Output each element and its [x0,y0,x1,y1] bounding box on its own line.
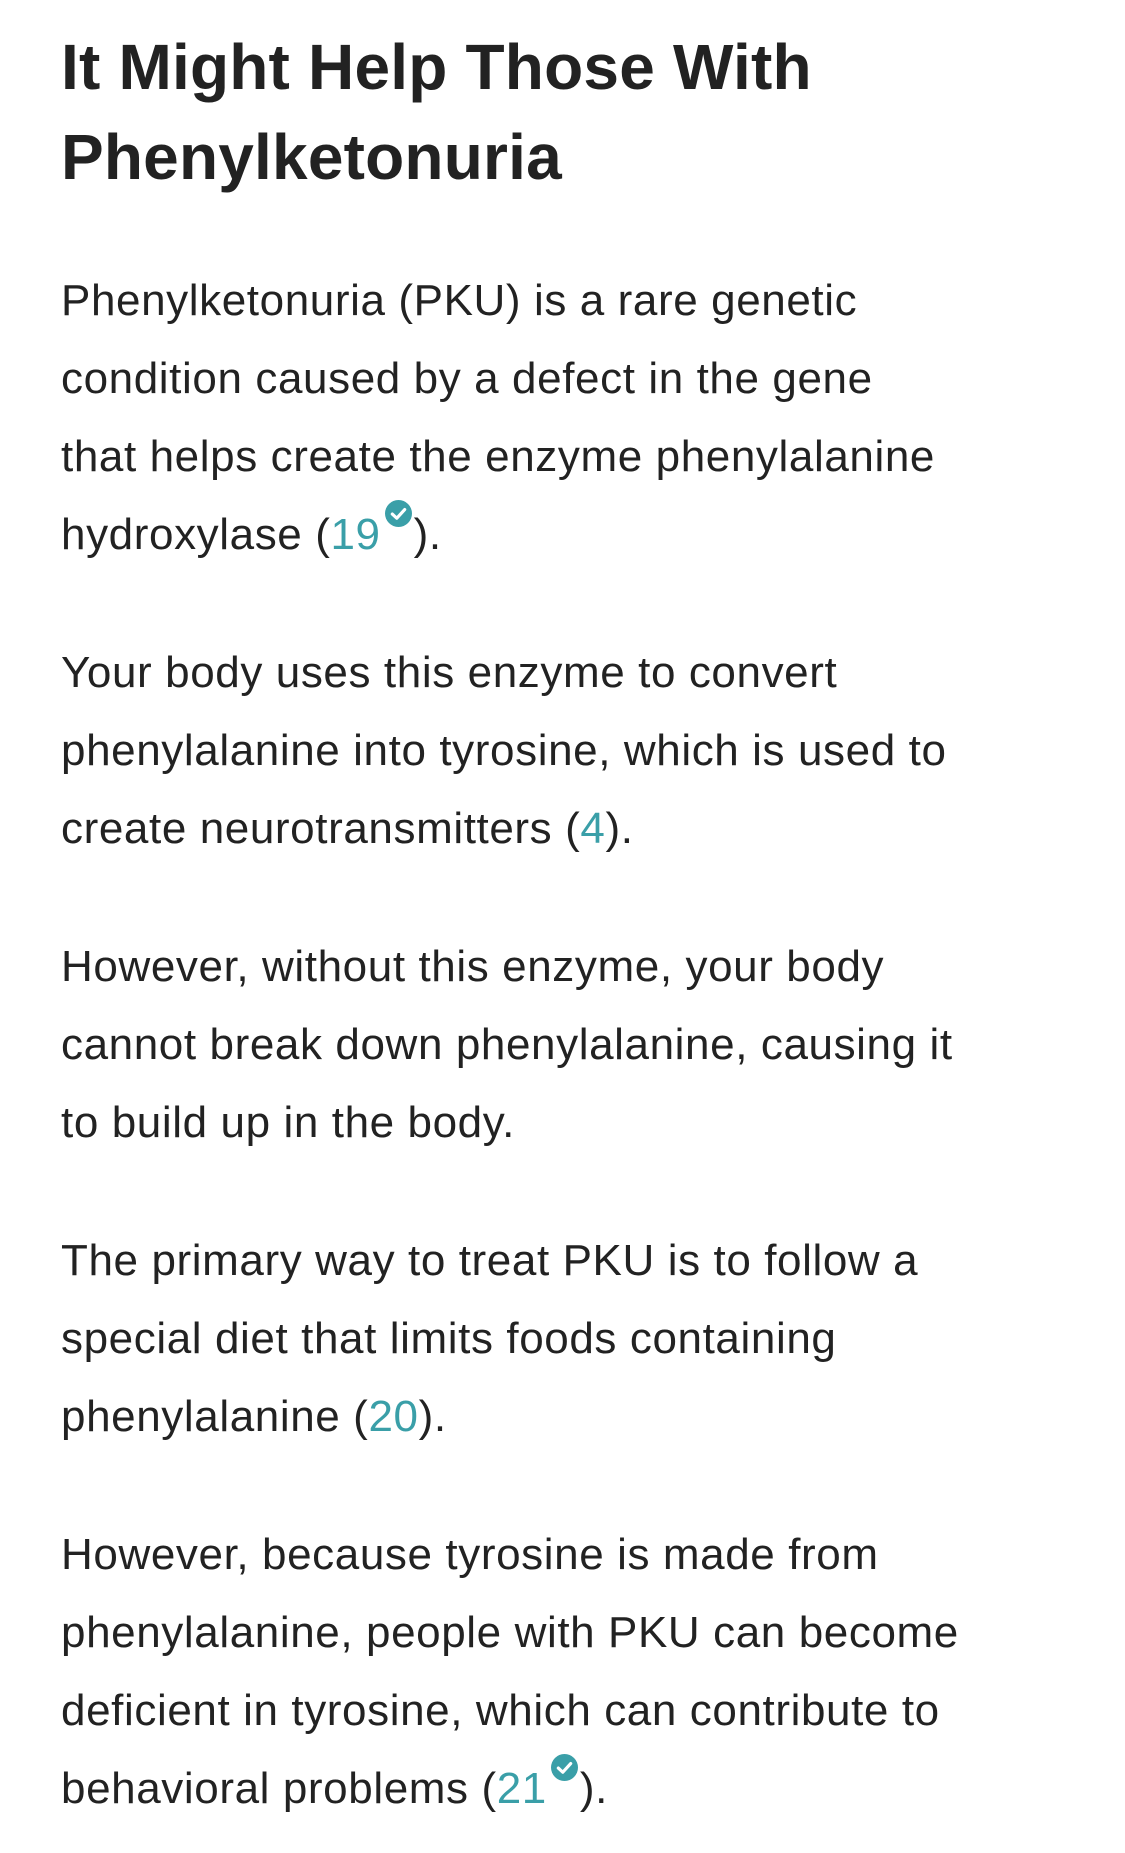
paragraph-line: condition caused by a defect in the gene [61,354,873,403]
paragraph-line-end: ). [605,804,634,853]
paragraph-line: to build up in the body. [61,1098,515,1147]
citation-link-19[interactable]: 19 [330,510,381,559]
paragraph-line: behavioral problems ( [61,1764,497,1813]
paragraph-line: However, without this enzyme, your body [61,942,885,991]
citation-link-4[interactable]: 4 [580,804,606,853]
paragraph-line: The primary way to treat PKU is to follow a [61,1236,919,1285]
verified-check-icon [551,1754,578,1781]
heading-line-1: It Might Help Those With [61,31,812,103]
paragraph-treatment [61,1222,1071,1456]
paragraph-pku-definition [61,262,1071,574]
paragraph-line: create neurotransmitters ( [61,804,581,853]
paragraph-line-end: ). [418,1392,447,1441]
paragraph-line: cannot break down phenylalanine, causing it [61,1020,953,1069]
citation-link-20[interactable]: 20 [368,1392,419,1441]
paragraph-line: Your body uses this enzyme to convert [61,648,838,697]
paragraph-enzyme-use [61,634,1071,868]
paragraph-line: phenylalanine ( [61,1392,369,1441]
paragraph-line: hydroxylase ( [61,510,331,559]
paragraph-line-end: ). [579,1764,608,1813]
paragraph-line: deficient in tyrosine, which can contribute to [61,1686,940,1735]
paragraph-line: Phenylketonuria (PKU) is a rare genetic [61,276,858,325]
article-section [61,22,1071,1828]
paragraph-line: special diet that limits foods containing [61,1314,837,1363]
paragraph-buildup [61,928,1071,1162]
section-heading [61,22,1071,202]
verified-check-icon [385,500,412,527]
paragraph-line: However, because tyrosine is made from [61,1530,879,1579]
paragraph-line: phenylalanine, people with PKU can become [61,1608,959,1657]
paragraph-line: that helps create the enzyme phenylalanine [61,432,935,481]
paragraph-tyrosine-deficiency [61,1516,1071,1828]
heading-line-2: Phenylketonuria [61,121,562,193]
paragraph-line: phenylalanine into tyrosine, which is used to [61,726,947,775]
paragraph-line-end: ). [413,510,442,559]
citation-link-21[interactable]: 21 [496,1764,547,1813]
